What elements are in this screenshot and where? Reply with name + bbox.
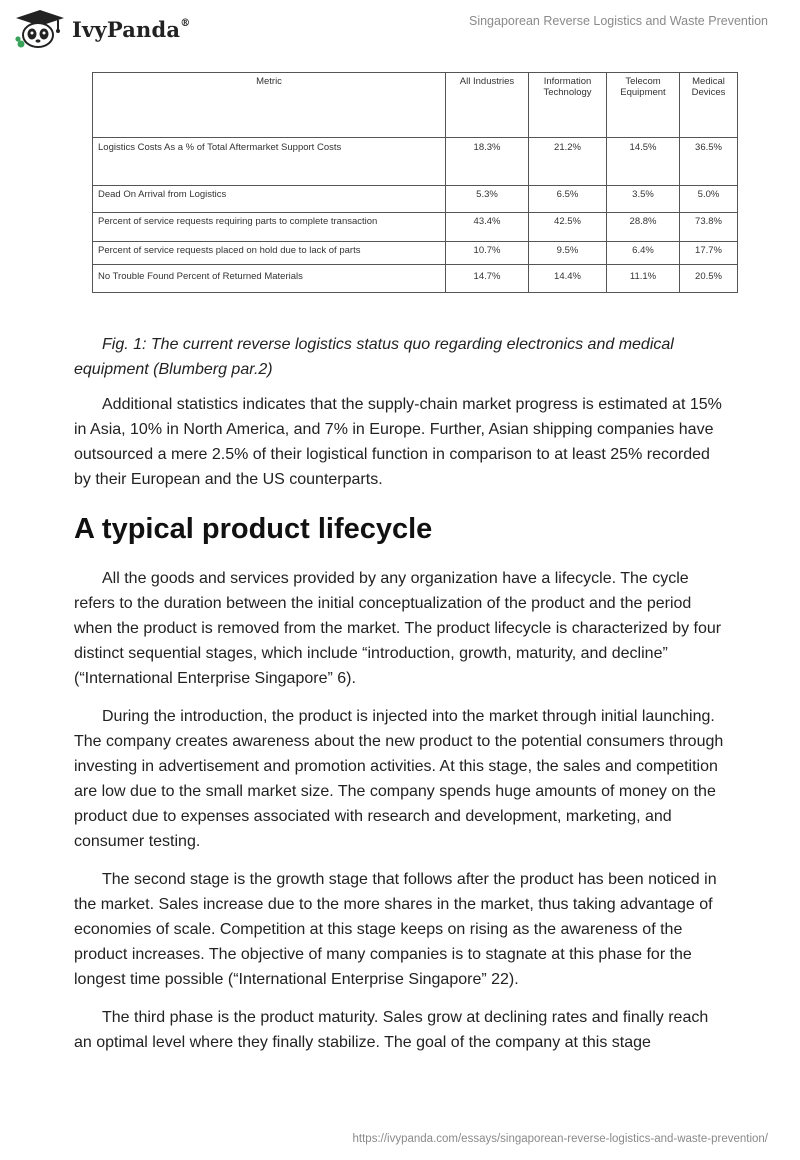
table-cell: 43.4%	[446, 213, 529, 242]
column-header-information-technology: Information Technology	[529, 73, 607, 138]
column-header-telecom-equipment: Telecom Equipment	[607, 73, 680, 138]
paragraph-introduction-stage: During the introduction, the product is injected into the market through initial launching. The company creates awareness about the new product to the potential consumers through investing in advertisement and promotion activities. At this stage, the sales and competition are low due to the small market size. The company spends huge amounts of money on the product due to expenses associated with research and development, marketing, and consumer testing.	[74, 708, 724, 850]
table-cell: 17.7%	[680, 242, 738, 265]
table-cell: Logistics Costs As a % of Total Aftermarket Support Costs	[93, 138, 446, 186]
table-cell: 3.5%	[607, 186, 680, 213]
table-cell: 42.5%	[529, 213, 607, 242]
table-row	[93, 186, 738, 213]
table-row	[93, 213, 738, 242]
table-cell: 14.4%	[529, 265, 607, 293]
table-cell: Percent of service requests placed on hold due to lack of parts	[93, 242, 446, 265]
essay-body	[74, 332, 730, 1068]
column-header-metric: Metric	[93, 73, 446, 138]
paragraph-lifecycle-intro: All the goods and services provided by any organization have a lifecycle. The cycle refers to the duration between the initial conceptualization of the product and the period when the product is removed from the market. The product lifecycle is characterized by four distinct sequential stages, which include “introduction, growth, maturity, and decline” (“International Enterprise Singapore” 6).	[74, 570, 722, 687]
table-row	[93, 242, 738, 265]
section-heading: A typical product lifecycle	[74, 513, 433, 545]
table-cell: 14.7%	[446, 265, 529, 293]
column-header-medical-devices: Medical Devices	[680, 73, 738, 138]
metrics-table	[92, 72, 738, 293]
table-cell: 73.8%	[680, 213, 738, 242]
table-cell: 36.5%	[680, 138, 738, 186]
column-header-all-industries: All Industries	[446, 73, 529, 138]
table-cell: 14.5%	[607, 138, 680, 186]
table-cell: 5.3%	[446, 186, 529, 213]
table-header-row	[93, 73, 738, 138]
ivypanda-logo[interactable]	[14, 8, 190, 50]
paragraph-growth-stage: The second stage is the growth stage that follows after the product has been noticed in the market. Sales increase due to the more shares in the market, thus taking advantage of economies of scale. Competition at this stage keeps on rising as the awareness of the product increases. The objective of many companies is to stagnate at this phase for the longest time possible (“International Enterprise Singapore” 22).	[74, 871, 717, 988]
table-cell: 6.5%	[529, 186, 607, 213]
table-cell: 5.0%	[680, 186, 738, 213]
table-cell: 28.8%	[607, 213, 680, 242]
paragraph-maturity-stage: The third phase is the product maturity. Sales grow at declining rates and finally reach an optimal level where they finally stabilize. The goal of the company at this stage	[74, 1009, 709, 1051]
figure-caption: Fig. 1: The current reverse logistics status quo regarding electronics and medical equipment (Blumberg par.2)	[74, 336, 674, 378]
table-row	[93, 138, 738, 186]
table-cell: No Trouble Found Percent of Returned Materials	[93, 265, 446, 293]
table-cell: 20.5%	[680, 265, 738, 293]
page-header	[0, 0, 800, 70]
panda-mascot-icon	[14, 8, 66, 50]
table-cell: 10.7%	[446, 242, 529, 265]
table-cell: 18.3%	[446, 138, 529, 186]
table-cell: Percent of service requests requiring parts to complete transaction	[93, 213, 446, 242]
table-cell: 21.2%	[529, 138, 607, 186]
paragraph-statistics: Additional statistics indicates that the supply-chain market progress is estimated at 15% in Asia, 10% in North America, and 7% in Europe. Further, Asian shipping companies have outsourced a mere 2.5% of their logistical function in comparison to at least 25% recorded by their European and the US counterparts.	[74, 396, 722, 488]
running-title: Singaporean Reverse Logistics and Waste Prevention	[468, 14, 768, 28]
metrics-table-figure	[92, 72, 738, 293]
table-cell: Dead On Arrival from Logistics	[93, 186, 446, 213]
table-cell: 9.5%	[529, 242, 607, 265]
table-cell: 6.4%	[607, 242, 680, 265]
brand-name: IvyPanda®	[72, 16, 191, 42]
table-row	[93, 265, 738, 293]
footer-url[interactable]: https://ivypanda.com/essays/singaporean-reverse-logistics-and-waste-prevention/	[352, 1133, 768, 1145]
table-cell: 11.1%	[607, 265, 680, 293]
